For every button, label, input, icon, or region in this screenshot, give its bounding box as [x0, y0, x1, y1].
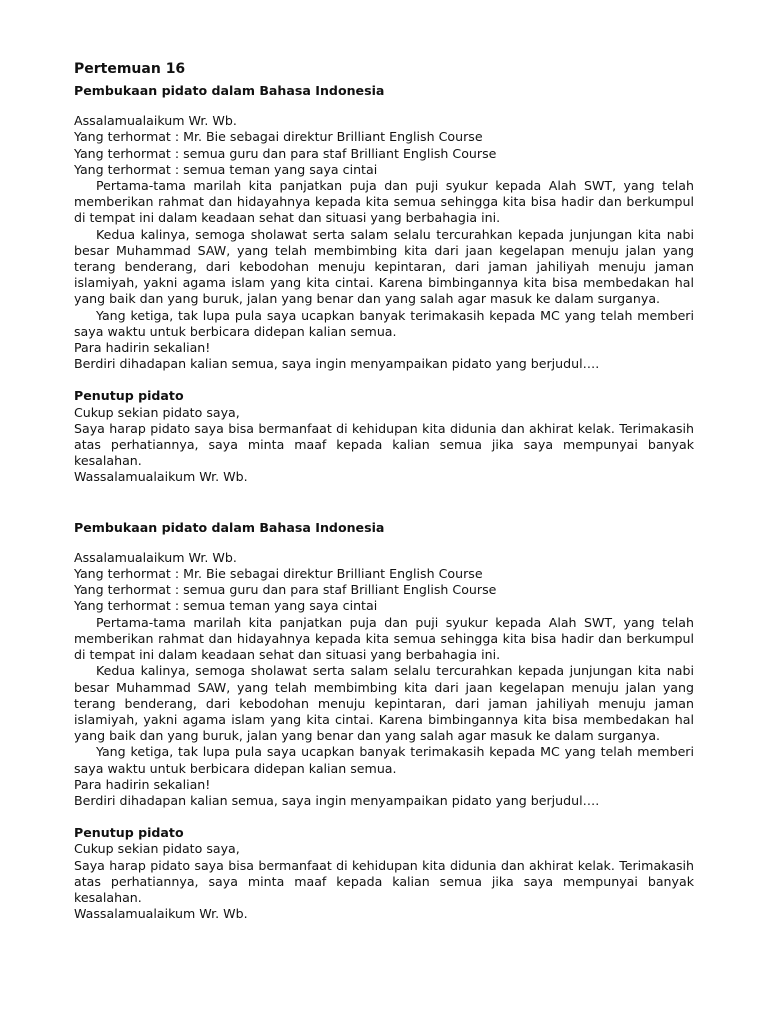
- section-heading: Penutup pidato: [74, 825, 184, 841]
- salutation-line: Yang terhormat : semua teman yang saya cintai: [74, 161, 378, 177]
- opening-speech-section-2: [74, 520, 694, 809]
- greeting-line: Assalamualaikum Wr. Wb.: [74, 113, 237, 129]
- section-heading: Pembukaan pidato dalam Bahasa Indonesia: [74, 83, 385, 98]
- closing-line: Berdiri dihadapan kalian semua, saya ingin menyampaikan pidato yang berjudul….: [74, 792, 600, 808]
- body-paragraph: Saya harap pidato saya bisa bermanfaat di kehidupan kita didunia dan akhirat kelak. Terimakasih atas perhatiannya, saya minta maaf kepada kalian semua jika saya mempunyai banyak kesalahan.: [74, 420, 694, 469]
- body-paragraph: Yang ketiga, tak lupa pula saya ucapkan banyak terimakasih kepada MC yang telah memberi saya waktu untuk berbicara didepan kalian semua.: [74, 744, 694, 776]
- body-paragraph: Pertama-tama marilah kita panjatkan puja dan puji syukur kepada Alah SWT, yang telah memberikan rahmat dan hidayahnya kepada kita semua sehingga kita bisa hadir dan berkumpul di tempat ini dalam keadaan sehat dan situasi yang berbahagia ini.: [74, 614, 694, 663]
- body-paragraph: Kedua kalinya, semoga sholawat serta salam selalu tercurahkan kepada junjungan kita nabi besar Muhammad SAW, yang telah membimbing kita dari jaan kegelapan menuju jalan yang terang benderang, dari kebodohan menuju kepintaran, dari jaman jahiliyah menuju jaman islamiyah, yakni agama islam yang kita cintai. Karena bimbingannya kita bisa membedakan hal yang baik dan yang buruk, jalan yang benar dan yang salah agar masuk ke dalam surganya.: [74, 663, 694, 744]
- closing-line: Berdiri dihadapan kalian semua, saya ingin menyampaikan pidato yang berjudul….: [74, 356, 600, 372]
- body-paragraph: Saya harap pidato saya bisa bermanfaat di kehidupan kita didunia dan akhirat kelak. Terimakasih atas perhatiannya, saya minta maaf kepada kalian semua jika saya mempunyai banyak kesalahan.: [74, 857, 694, 905]
- document-title: Pertemuan 16: [74, 61, 186, 77]
- section-heading: Pembukaan pidato dalam Bahasa Indonesia: [74, 519, 385, 535]
- salutation-line: Yang terhormat : Mr. Bie sebagai direktur Brilliant English Course: [74, 129, 483, 145]
- salutation-line: Yang terhormat : Mr. Bie sebagai direktur Brilliant English Course: [74, 566, 483, 582]
- closing-speech-section-2: [74, 825, 694, 922]
- section-heading: Penutup pidato: [74, 388, 184, 404]
- salutation-line: Yang terhormat : semua guru dan para staf Brilliant English Course: [74, 145, 497, 161]
- farewell-line: Wassalamualaikum Wr. Wb.: [74, 906, 248, 922]
- closing-line: Para hadirin sekalian!: [74, 776, 211, 792]
- salutation-line: Yang terhormat : semua guru dan para staf Brilliant English Course: [74, 582, 497, 598]
- closing-line: Cukup sekian pidato saya,: [74, 404, 240, 420]
- farewell-line: Wassalamualaikum Wr. Wb.: [74, 469, 248, 485]
- salutation-line: Yang terhormat : semua teman yang saya cintai: [74, 598, 378, 614]
- body-paragraph: Pertama-tama marilah kita panjatkan puja dan puji syukur kepada Alah SWT, yang telah memberikan rahmat dan hidayahnya kepada kita semua sehingga kita bisa hadir dan berkumpul di tempat ini dalam keadaan sehat dan situasi yang berbahagia ini.: [74, 178, 694, 226]
- closing-line: Cukup sekian pidato saya,: [74, 841, 240, 857]
- closing-speech-section-1: [74, 388, 694, 485]
- greeting-line: Assalamualaikum Wr. Wb.: [74, 549, 237, 565]
- body-paragraph: Yang ketiga, tak lupa pula saya ucapkan banyak terimakasih kepada MC yang telah memberi saya waktu untuk berbicara didepan kalian semua.: [74, 307, 694, 339]
- closing-line: Para hadirin sekalian!: [74, 340, 211, 356]
- document-page: [74, 60, 694, 922]
- body-paragraph: Kedua kalinya, semoga sholawat serta salam selalu tercurahkan kepada junjungan kita nabi besar Muhammad SAW, yang telah membimbing kita dari jaan kegelapan menuju jalan yang terang benderang, dari kebodohan menuju kepintaran, dari jaman jahiliyah menuju jaman islamiyah, yakni agama islam yang kita cintai. Karena bimbingannya kita bisa membedakan hal yang baik dan yang buruk, jalan yang benar dan yang salah agar masuk ke dalam surganya.: [74, 226, 694, 307]
- opening-speech-section-1: [74, 83, 694, 372]
